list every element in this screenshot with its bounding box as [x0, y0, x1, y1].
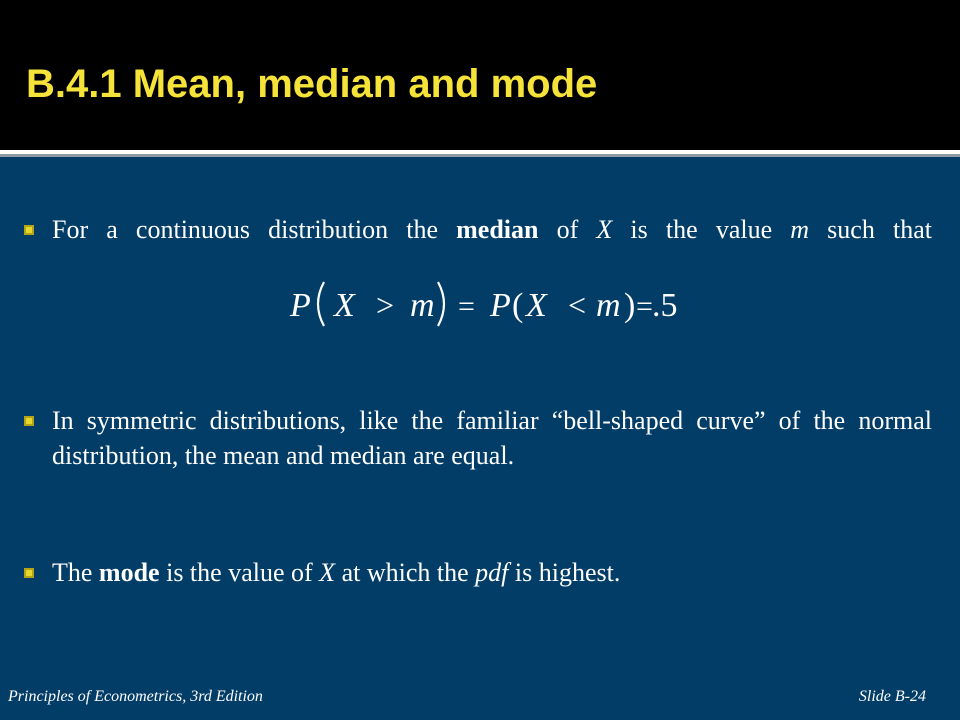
title-divider-gray	[0, 154, 960, 157]
bullet-run: In symmetric distributions, like the familiar “bell-shaped curve” of the normal distribution, the mean and median are equal.	[52, 406, 932, 470]
bullet-run: at which the	[335, 558, 476, 587]
eq-m: m	[410, 287, 435, 324]
eq-left-paren	[318, 282, 324, 326]
median-equation	[290, 276, 678, 332]
bullet-run: such that	[809, 215, 932, 244]
variable-x: X	[596, 215, 613, 244]
eq-x: X	[334, 287, 355, 324]
bullet-run: of	[538, 215, 597, 244]
bullet-marker	[24, 225, 34, 235]
bullet-mode	[52, 555, 932, 590]
footer-book-title: Principles of Econometrics, 3rd Edition	[8, 688, 263, 705]
variable-x: X	[319, 558, 336, 587]
eq-right-paren: )	[624, 287, 636, 324]
eq-equals: =	[458, 290, 475, 323]
footer-slide-number: Slide B-24	[858, 688, 926, 705]
bullet-run: is highest.	[508, 558, 621, 587]
bullet-median	[52, 212, 932, 247]
variable-m: m	[790, 215, 810, 244]
bullet-run: For a continuous distribution the	[52, 215, 457, 244]
eq-greater-than: >	[376, 287, 395, 323]
term-median: median	[456, 215, 539, 244]
bullet-run: is the value	[612, 215, 791, 244]
eq-p: P	[290, 287, 311, 324]
eq-value: .5	[652, 287, 678, 324]
slide-title: B.4.1 Mean, median and mode	[26, 62, 598, 106]
eq-left-paren: (	[512, 287, 524, 324]
eq-p: P	[490, 287, 511, 324]
bullet-marker	[24, 416, 34, 426]
title-bar	[0, 0, 960, 150]
eq-x: X	[526, 287, 547, 324]
eq-right-paren	[438, 282, 444, 326]
bullet-symmetric	[52, 403, 932, 473]
eq-equals: =	[636, 290, 653, 323]
eq-m: m	[596, 287, 621, 324]
bullet-run: is the value of	[159, 558, 320, 587]
eq-less-than: <	[568, 287, 587, 323]
bullet-marker	[24, 568, 34, 578]
term-mode: mode	[98, 558, 160, 587]
bullet-run: The	[52, 558, 99, 587]
term-pdf: pdf	[475, 558, 509, 587]
